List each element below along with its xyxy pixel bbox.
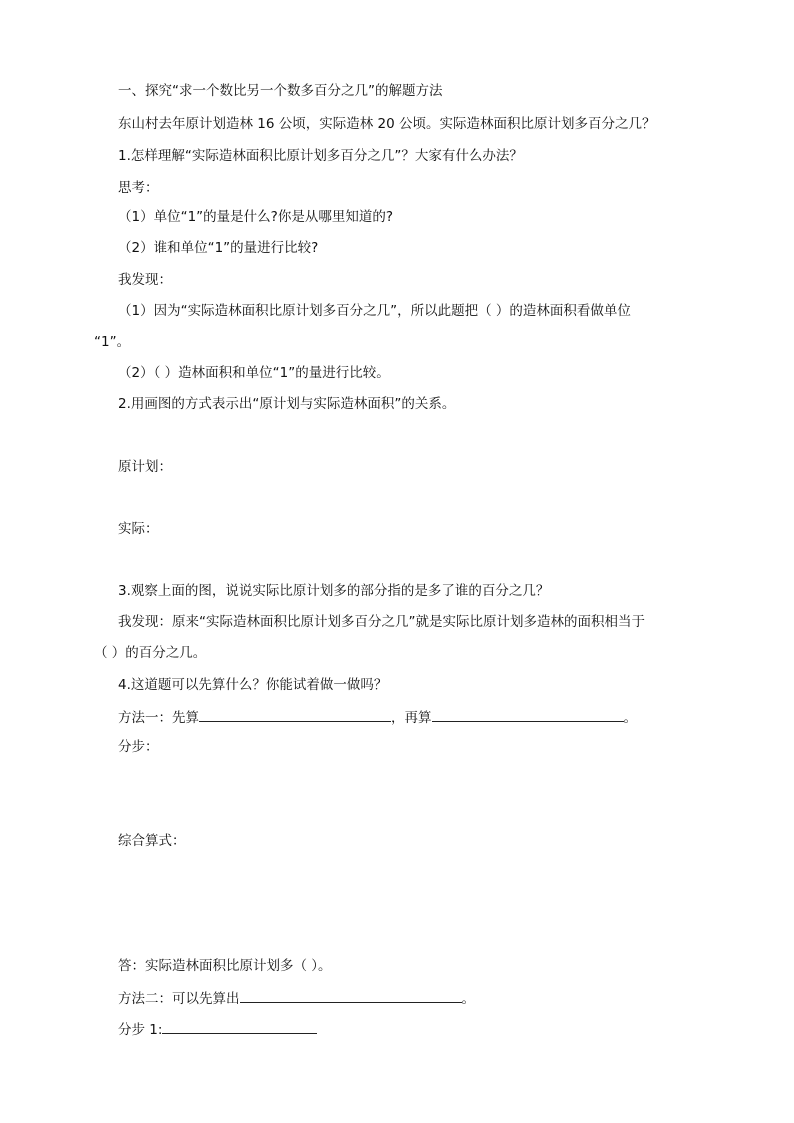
step-label: 分步： xyxy=(118,739,159,755)
discover-3: 我发现：原来“实际造林面积比原计划多百分之几”就是实际比原计划多造林的面积相当于 xyxy=(118,614,645,630)
think-item-2: （2）谁和单位“1”的量进行比较? xyxy=(118,240,319,256)
plan-label: 原计划： xyxy=(118,459,172,475)
answer-line: 答：实际造林面积比原计划多（ ）。 xyxy=(118,958,332,974)
question-1: 1.怎样理解“实际造林面积比原计划多百分之几”？大家有什么办法？ xyxy=(118,148,523,164)
method-1-end: 。 xyxy=(623,710,637,726)
method-1 xyxy=(118,707,637,727)
discover-item-1: （1）因为“实际造林面积比原计划多百分之几”，所以此题把（ ）的造林面积看做单位 xyxy=(118,303,631,319)
step-1-blank[interactable] xyxy=(162,1019,317,1034)
actual-label: 实际： xyxy=(118,521,159,537)
section-title: 一、探究“求一个数比另一个数多百分之几”的解题方法 xyxy=(118,83,443,99)
step-1 xyxy=(118,1019,317,1039)
method-1-mid: ，再算 xyxy=(391,710,432,726)
think-item-1: （1）单位“1”的量是什么?你是从哪里知道的? xyxy=(118,209,393,225)
method-2-end: 。 xyxy=(461,991,475,1007)
discover-label: 我发现： xyxy=(118,272,172,288)
method-1-blank-2[interactable] xyxy=(432,707,624,722)
method-2-prefix: 方法二：可以先算出 xyxy=(118,991,240,1007)
step-1-label: 分步 1: xyxy=(118,1022,163,1038)
think-label: 思考： xyxy=(118,180,159,196)
method-1-blank-1[interactable] xyxy=(199,707,391,722)
discover-item-2: （2）（ ）造林面积和单位“1”的量进行比较。 xyxy=(118,365,390,381)
method-2-blank[interactable] xyxy=(240,988,462,1003)
combined-formula-label: 综合算式： xyxy=(118,833,186,849)
discover-3-cont: （ ）的百分之几。 xyxy=(94,645,207,661)
question-3: 3.观察上面的图，说说实际比原计划多的部分指的是多了谁的百分之几？ xyxy=(118,583,550,599)
discover-item-1-cont: “1”。 xyxy=(94,334,131,350)
method-1-prefix: 方法一：先算 xyxy=(118,710,199,726)
question-2: 2.用画图的方式表示出“原计划与实际造林面积”的关系。 xyxy=(118,396,456,412)
problem-statement: 东山村去年原计划造林 16 公顷，实际造林 20 公顷。实际造林面积比原计划多百分之几？ xyxy=(118,116,656,132)
method-2 xyxy=(118,988,475,1008)
question-4: 4.这道题可以先算什么？你能试着做一做吗？ xyxy=(118,677,388,693)
